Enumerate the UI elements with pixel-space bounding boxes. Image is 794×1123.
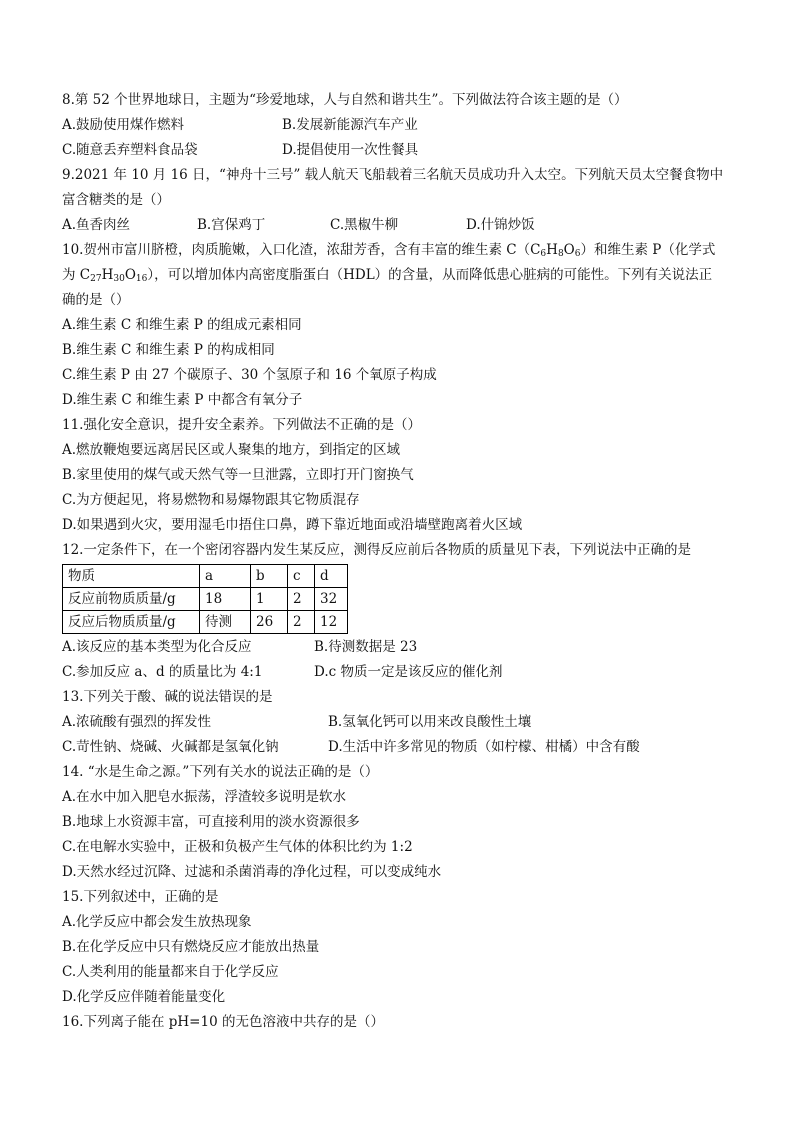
vc-sub-2: 8 — [557, 249, 564, 259]
q9-options-row — [62, 213, 742, 238]
vc-sub-1: 6 — [540, 249, 547, 259]
q12-option-b: B.待测数据是 23 — [314, 639, 418, 655]
q8-option-c: C.随意丢弃塑料食品袋 — [62, 142, 198, 158]
q12-option-c: C.参加反应 a、d 的质量比为 4:1 — [62, 664, 263, 680]
q10-stem-line-2 — [62, 263, 742, 288]
table-header-row — [63, 565, 348, 588]
q10-stem-text-1a: 10.贺州市富川脐橙，肉质脆嫩，入口化渣，浓甜芳香，含有丰富的维生素 C（C — [62, 242, 541, 258]
q13-option-d: D.生活中许多常见的物质（如柠檬、柑橘）中含有酸 — [328, 739, 640, 755]
table-cell: 12 — [315, 611, 348, 634]
table-row — [63, 588, 348, 611]
q12-stem: 12.一定条件下，在一个密闭容器内发生某反应，测得反应前后各物质的质量见下表，下列说法中正确的是 — [62, 542, 691, 558]
vc-o: O — [563, 242, 575, 258]
q13-option-c: C.苛性钠、烧碱、火碱都是氢氧化钠 — [62, 739, 279, 755]
q8-options-row-1 — [62, 113, 742, 138]
q9-stem-line-1: 9.2021 年 10 月 16 日，“神舟十三号” 载人航天飞船载着三名航天员成功升入太空。下列航天员太空餐食物中 — [62, 167, 724, 183]
table-cell: 待测 — [200, 611, 251, 634]
q11-option-a: A.燃放鞭炮要远离居民区或人聚集的地方，到指定的区域 — [62, 442, 401, 458]
q13-option-b: B.氢氧化钙可以用来改良酸性土壤 — [328, 714, 532, 730]
q14-option-d: D.天然水经过沉降、过滤和杀菌消毒的净化过程，可以变成纯水 — [62, 864, 442, 880]
q12-option-a: A.该反应的基本类型为化合反应 — [62, 639, 252, 655]
q13-options-row-2 — [62, 735, 742, 760]
q10-stem-text-2b: ），可以增加体内高密度脂蛋白（HDL）的含量，从而降低患心脏病的可能性。下列有关说法正 — [147, 267, 713, 283]
q9-option-a: A.鱼香肉丝 — [62, 217, 131, 233]
q15-option-b: B.在化学反应中只有燃烧反应才能放出热量 — [62, 939, 320, 955]
q13-options-row-1 — [62, 710, 742, 735]
exam-page — [62, 88, 742, 1035]
q12-options-row-2 — [62, 660, 742, 685]
q8-options-row-2 — [62, 138, 742, 163]
q13-stem: 13.下列关于酸、碱的说法错误的是 — [62, 689, 273, 705]
q15-option-c: C.人类利用的能量都来自于化学反应 — [62, 964, 279, 980]
vp-sub-3: 16 — [135, 274, 148, 284]
q8-option-a: A.鼓励使用煤作燃料 — [62, 117, 185, 133]
q8-stem: 8.第 52 个世界地球日，主题为“珍爱地球，人与自然和谐共生”。下列做法符合该主题的是（） — [62, 92, 628, 108]
table-cell: 18 — [200, 588, 251, 611]
q8-option-d: D.提倡使用一次性餐具 — [282, 142, 419, 158]
q10-option-c: C.维生素 P 由 27 个碳原子、30 个氢原子和 16 个氧原子构成 — [62, 367, 437, 383]
q11-option-d: D.如果遇到火灾，要用湿毛巾捂住口鼻，蹲下靠近地面或沿墙壁跑离着火区域 — [62, 517, 523, 533]
q11-option-c: C.为方便起见，将易燃物和易爆物跟其它物质混存 — [62, 492, 360, 508]
q12-mass-table — [62, 564, 348, 634]
q15-option-a: A.化学反应中都会发生放热现象 — [62, 914, 252, 930]
q15-stem: 15.下列叙述中，正确的是 — [62, 889, 219, 905]
q10-option-a: A.维生素 C 和维生素 P 的组成元素相同 — [62, 317, 302, 333]
q14-stem: 14. “水是生命之源。”下列有关水的说法正确的是（） — [62, 764, 379, 780]
q10-stem-line-3: 确的是（） — [62, 292, 130, 308]
q14-option-b: B.地球上水资源丰富，可直接利用的淡水资源很多 — [62, 814, 360, 830]
table-cell: 反应后物质质量/g — [63, 611, 200, 634]
q9-option-b: B.宫保鸡丁 — [197, 217, 266, 233]
q12-option-d: D.c 物质一定是该反应的催化剂 — [314, 664, 503, 680]
q10-stem-text-1b: ）和维生素 P（化学式 — [580, 242, 716, 258]
table-header-cell: a — [200, 565, 251, 588]
q8-option-b: B.发展新能源汽车产业 — [282, 117, 418, 133]
q10-stem-text-2a: 为 C — [62, 267, 91, 283]
table-cell: 26 — [251, 611, 288, 634]
q11-option-b: B.家里使用的煤气或天然气等一旦泄露，立即打开门窗换气 — [62, 467, 414, 483]
q15-option-d: D.化学反应伴随着能量变化 — [62, 989, 226, 1005]
table-header-cell: c — [288, 565, 315, 588]
q9-stem-line-2: 富含糖类的是（） — [62, 192, 170, 208]
vp-sub-2: 30 — [113, 274, 125, 284]
q14-option-a: A.在水中加入肥皂水振荡，浮渣较多说明是软水 — [62, 789, 347, 805]
table-header-cell: 物质 — [63, 565, 200, 588]
vc-sub-3: 6 — [574, 249, 581, 259]
table-cell: 2 — [288, 611, 315, 634]
table-cell: 2 — [288, 588, 315, 611]
table-header-cell: b — [251, 565, 288, 588]
q11-stem: 11.强化安全意识，提升安全素养。下列做法不正确的是（） — [62, 417, 421, 433]
q9-option-c: C.黑椒牛柳 — [330, 217, 399, 233]
q13-option-a: A.浓硫酸有强烈的挥发性 — [62, 714, 212, 730]
table-row — [63, 611, 348, 634]
q14-option-c: C.在电解水实验中，正极和负极产生气体的体积比约为 1:2 — [62, 839, 413, 855]
q10-option-d: D.维生素 C 和维生素 P 中都含有氧分子 — [62, 392, 303, 408]
table-cell: 32 — [315, 588, 348, 611]
vp-o: O — [124, 267, 136, 283]
table-cell: 1 — [251, 588, 288, 611]
q9-option-d: D.什锦炒饭 — [466, 217, 535, 233]
vc-h: H — [546, 242, 558, 258]
table-cell: 反应前物质质量/g — [63, 588, 200, 611]
q12-options-row-1 — [62, 635, 742, 660]
vp-sub-1: 27 — [90, 274, 102, 284]
table-header-cell: d — [315, 565, 348, 588]
q10-option-b: B.维生素 C 和维生素 P 的构成相同 — [62, 342, 275, 358]
vp-h: H — [101, 267, 114, 283]
q10-stem-line-1 — [62, 238, 742, 263]
q16-stem: 16.下列离子能在 pH=10 的无色溶液中共存的是（） — [62, 1014, 384, 1030]
